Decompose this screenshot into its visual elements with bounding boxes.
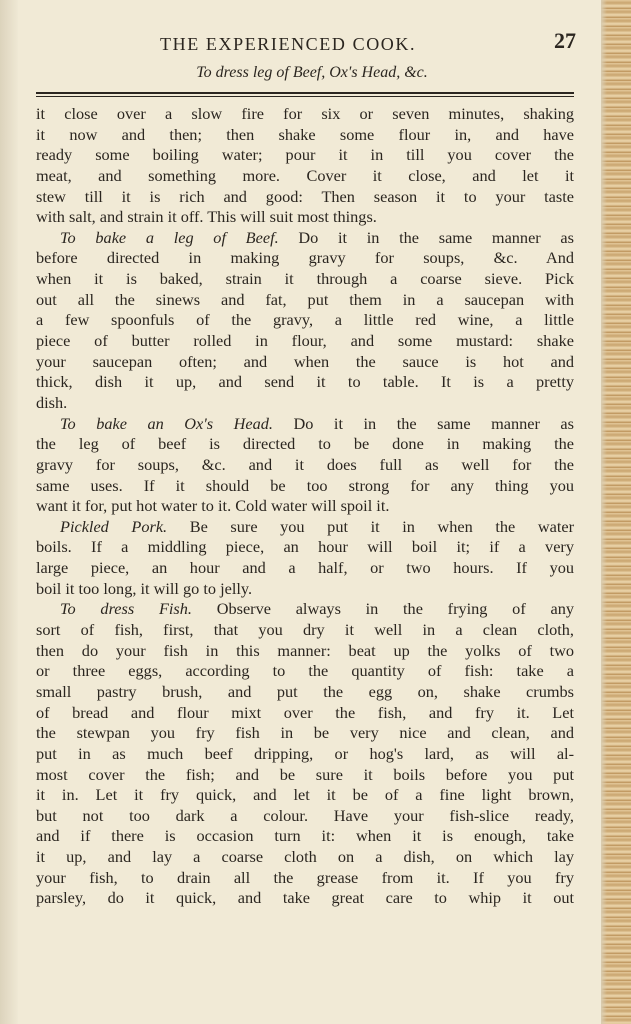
text-line	[36, 703, 574, 724]
text-line	[36, 806, 574, 827]
text-line	[36, 558, 574, 579]
line-text: out all the sinews and fat, put them in a saucepan with	[36, 289, 574, 309]
line-text: Do it in the same manner as	[272, 413, 574, 433]
line-text: small pastry brush, and put the egg on, shake crumbs	[36, 681, 574, 701]
line-text: a few spoonfuls of the gravy, a little red wine, a little	[36, 310, 574, 330]
line-text: most cover the fish; and be sure it boils before you put	[36, 764, 574, 784]
text-line	[36, 661, 574, 682]
line-text: the stewpan you fry fish in be very nice and clean, and	[36, 723, 574, 743]
text-line	[36, 868, 574, 889]
text-line	[36, 125, 574, 146]
line-text: put in as much beef dripping, or hog's lard, as will al-	[36, 743, 574, 763]
line-text: when it is baked, strain it through a coarse sieve. Pick	[36, 269, 574, 289]
book-gutter	[0, 0, 18, 1024]
text-line	[36, 785, 574, 806]
line-text: it close over a slow fire for six or seven minutes, shaking	[36, 104, 574, 123]
header-rule-thin	[36, 96, 574, 97]
line-text: with salt, and strain it off. This will suit most things.	[36, 207, 377, 227]
line-text: same uses. If it should be too strong for any thing you	[36, 475, 574, 495]
text-line	[36, 104, 574, 125]
line-text: large piece, an hour and a half, or two hours. If you	[36, 558, 574, 578]
line-text: boils. If a middling piece, an hour will boil it; if a very	[36, 537, 574, 557]
line-text: of bread and flour mixt over the fish, and fry it. Let	[36, 702, 574, 722]
line-text: it now and then; then shake some flour in, and have	[36, 124, 574, 144]
text-line	[36, 826, 574, 847]
text-line	[36, 145, 574, 166]
line-text: boil it too long, it will go to jelly.	[36, 578, 253, 598]
text-line	[36, 269, 574, 290]
line-text: sort of fish, first, that you dry it well in a clean cloth,	[36, 620, 574, 640]
line-text: meat, and something more. Cover it close, and let it	[36, 165, 574, 185]
text-line	[36, 620, 574, 641]
text-line	[36, 393, 574, 414]
line-text: and if there is occasion turn it: when it is enough, take	[36, 826, 574, 846]
recipe-heading: To dress Fish.	[60, 599, 192, 619]
line-text: your fish, to drain all the grease from it. If you fry	[36, 867, 574, 887]
line-text: ready some boiling water; pour it in till you cover the	[36, 145, 574, 165]
line-text: Observe always in the frying of any	[191, 599, 574, 619]
line-text: Be sure you put it in when the water	[167, 516, 574, 536]
line-text: the leg of beef is directed to be done in making the	[36, 434, 574, 454]
section-subtitle: To dress leg of Beef, Ox's Head, &c.	[196, 64, 428, 81]
text-line	[36, 496, 574, 517]
header-rule-thick	[36, 92, 574, 94]
paragraph-start-line	[36, 414, 574, 435]
line-text: parsley, do it quick, and take great care to whip it out	[36, 888, 574, 908]
text-line	[36, 682, 574, 703]
text-line	[36, 455, 574, 476]
line-text: but not too dark a colour. Have your fish-slice ready,	[36, 805, 574, 825]
text-line	[36, 744, 574, 765]
text-line	[36, 765, 574, 786]
text-line	[36, 310, 574, 331]
text-line	[36, 888, 574, 909]
line-text: piece of butter rolled in flour, and some mustard: shake	[36, 331, 574, 351]
text-line	[36, 723, 574, 744]
paragraph-start-line	[36, 228, 574, 249]
recipe-heading: Pickled Pork.	[60, 516, 168, 536]
text-line	[36, 434, 574, 455]
line-text: before directed in making gravy for soups, &c. And	[36, 248, 574, 268]
text-line	[36, 331, 574, 352]
line-text: gravy for soups, &c. and it does full as well for the	[36, 454, 574, 474]
text-line	[36, 290, 574, 311]
line-text: want it for, put hot water to it. Cold water will spoil it.	[36, 496, 390, 516]
line-text: your saucepan often; and when the sauce is hot and	[36, 351, 574, 371]
text-line	[36, 372, 574, 393]
line-text: it in. Let it fry quick, and let it be of a fine light brown,	[36, 785, 574, 805]
recipe-heading: To bake an Ox's Head.	[60, 413, 273, 433]
text-line	[36, 352, 574, 373]
text-line	[36, 207, 574, 228]
line-text: thick, dish it up, and send it to table. It is a pretty	[36, 372, 574, 392]
text-line	[36, 476, 574, 497]
page-edge	[601, 0, 631, 1024]
line-text: Do it in the same manner as	[278, 227, 574, 247]
recipe-heading: To bake a leg of Beef.	[60, 227, 279, 247]
text-line	[36, 166, 574, 187]
text-line	[36, 187, 574, 208]
page-header	[0, 28, 600, 58]
text-line	[36, 579, 574, 600]
paragraph-start-line	[36, 517, 574, 538]
running-head: THE EXPERIENCED COOK.	[160, 34, 417, 54]
text-line	[36, 847, 574, 868]
page-number: 27	[554, 28, 576, 53]
text-line	[36, 537, 574, 558]
text-line	[36, 641, 574, 662]
body-text	[36, 104, 574, 909]
line-text: stew till it is rich and good: Then season it to your taste	[36, 186, 574, 206]
text-line	[36, 248, 574, 269]
line-text: dish.	[36, 392, 68, 412]
line-text: or three eggs, according to the quantity of fish: take a	[36, 661, 574, 681]
line-text: then do your fish in this manner: beat up the yolks of two	[36, 640, 574, 660]
paragraph-start-line	[36, 599, 574, 620]
line-text: it up, and lay a coarse cloth on a dish, on which lay	[36, 847, 574, 867]
